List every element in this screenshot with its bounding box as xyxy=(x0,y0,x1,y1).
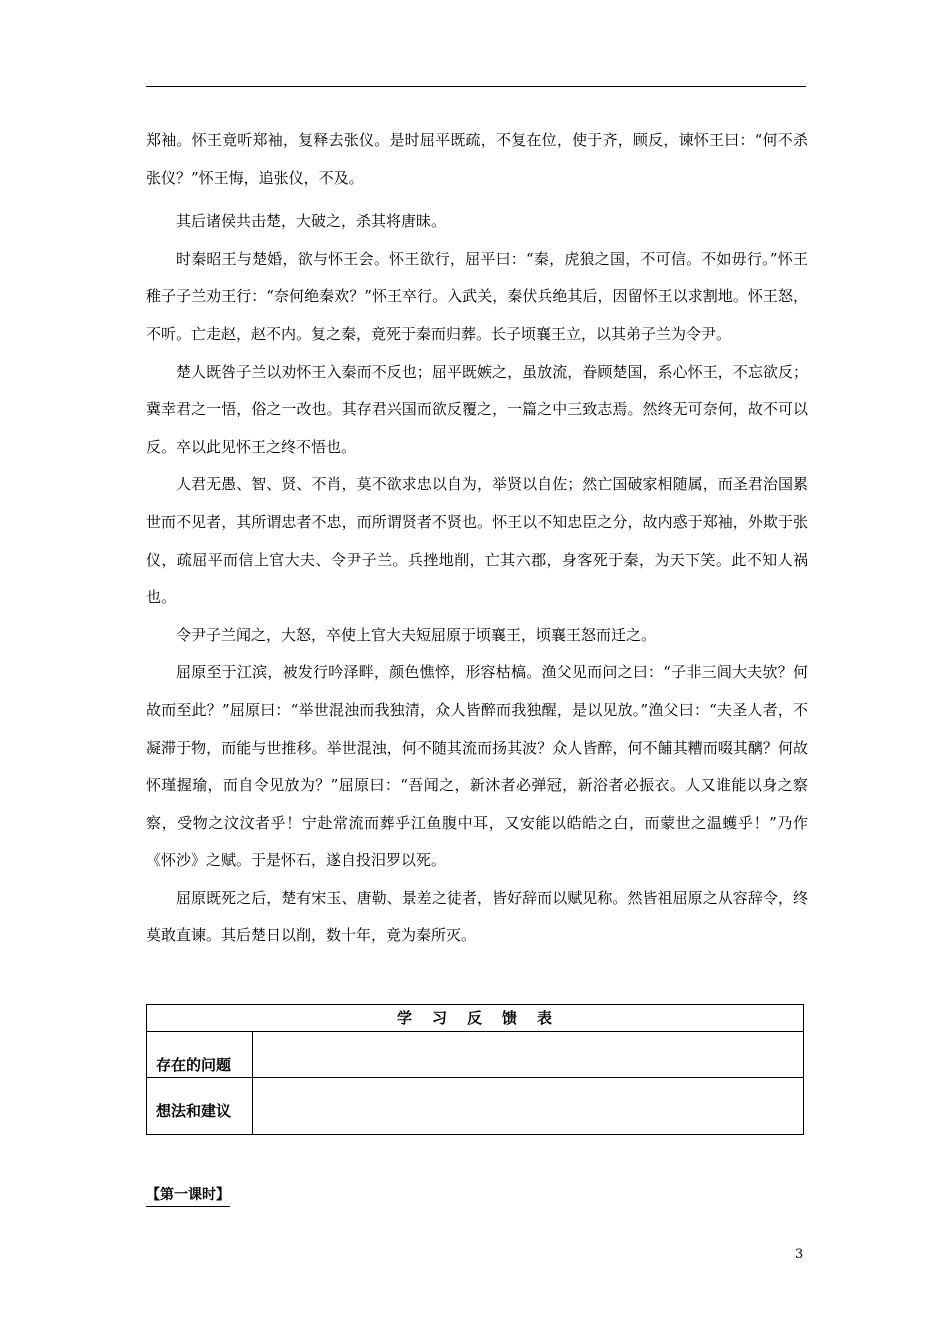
lesson-label: 【第一课时】 xyxy=(146,1184,230,1207)
paragraph: 楚人既咎子兰以劝怀王入秦而不反也；屈平既嫉之，虽放流，眷顾楚国，系心怀王，不忘欲反；冀幸君之一悟，俗之一改也。其存君兴国而欲反覆之，一篇之中三致志焉。然终无可奈何，故不可以反。卒以此见怀王之终不悟也。 xyxy=(146,362,808,456)
feedback-table-title: 学习反馈表 xyxy=(147,1005,804,1032)
suggestions-field[interactable] xyxy=(253,1078,804,1135)
page-number: 3 xyxy=(795,1247,804,1262)
suggestions-label: 想法和建议 xyxy=(147,1078,253,1135)
paragraph: 时秦昭王与楚婚，欲与怀王会。怀王欲行，屈平曰：“秦，虎狼之国，不可信。不如毋行。”怀王稚子子兰劝王行：“奈何绝秦欢？”怀王卒行。入武关，秦伏兵绝其后，因留怀王以求割地。怀王怒，不听。亡走赵，赵不内。复之秦，竟死于秦而归葬。长子顷襄王立，以其弟子兰为令尹。 xyxy=(146,249,808,343)
paragraph: 郑袖。怀王竟听郑袖，复释去张仪。是时屈平既疏，不复在位，使于齐，顾反，谏怀王曰：“何不杀张仪？”怀王悔，追张仪，不及。 xyxy=(146,131,808,187)
paragraph: 令尹子兰闻之，大怒，卒使上官大夫短屈原于顷襄王，顷襄王怒而迁之。 xyxy=(176,625,657,644)
paragraph: 人君无愚、智、贤、不肖，莫不欲求忠以自为，举贤以自佐；然亡国破家相随属，而圣君治国累世而不见者，其所谓忠者不忠，而所谓贤者不贤也。怀王以不知忠臣之分，故内惑于郑袖，外欺于张仪，疏屈平而信上官大夫、令尹子兰。兵挫地削，亡其六郡，身客死于秦，为天下笑。此不知人祸也。 xyxy=(146,475,808,607)
paragraph: 其后诸侯共击楚，大破之，杀其将唐昧。 xyxy=(176,212,447,231)
problems-label: 存在的问题 xyxy=(147,1032,253,1078)
problems-field[interactable] xyxy=(253,1032,804,1078)
paragraph: 屈原既死之后，楚有宋玉、唐勒、景差之徒者，皆好辞而以赋见称。然皆祖屈原之从容辞令，终莫敢直谏。其后楚日以削，数十年，竟为秦所灭。 xyxy=(146,888,808,945)
feedback-table xyxy=(146,1004,804,1135)
passage xyxy=(146,122,808,955)
paragraph: 屈原至于江滨，被发行吟泽畔，颜色憔悴，形容枯槁。渔父见而问之曰：“子非三闾大夫欤？何故而至此？”屈原曰：“举世混浊而我独清，众人皆醉而我独醒，是以见放。”渔父曰：“夫圣人者，不凝滞于物，而能与世推移。举世混浊，何不随其流而扬其波？众人皆醉，何不餔其糟而啜其醨？何故怀瑾握瑜，而自令见放为？”屈原曰：“吾闻之，新沐者必弹冠，新浴者必振衣。人又谁能以身之察察，受物之汶汶者乎！宁赴常流而葬乎江鱼腹中耳，又安能以皓皓之白，而蒙世之温蠖乎！”乃作《怀沙》之赋。于是怀石，遂自投汨罗以死。 xyxy=(146,663,808,870)
header-rule xyxy=(146,86,806,87)
